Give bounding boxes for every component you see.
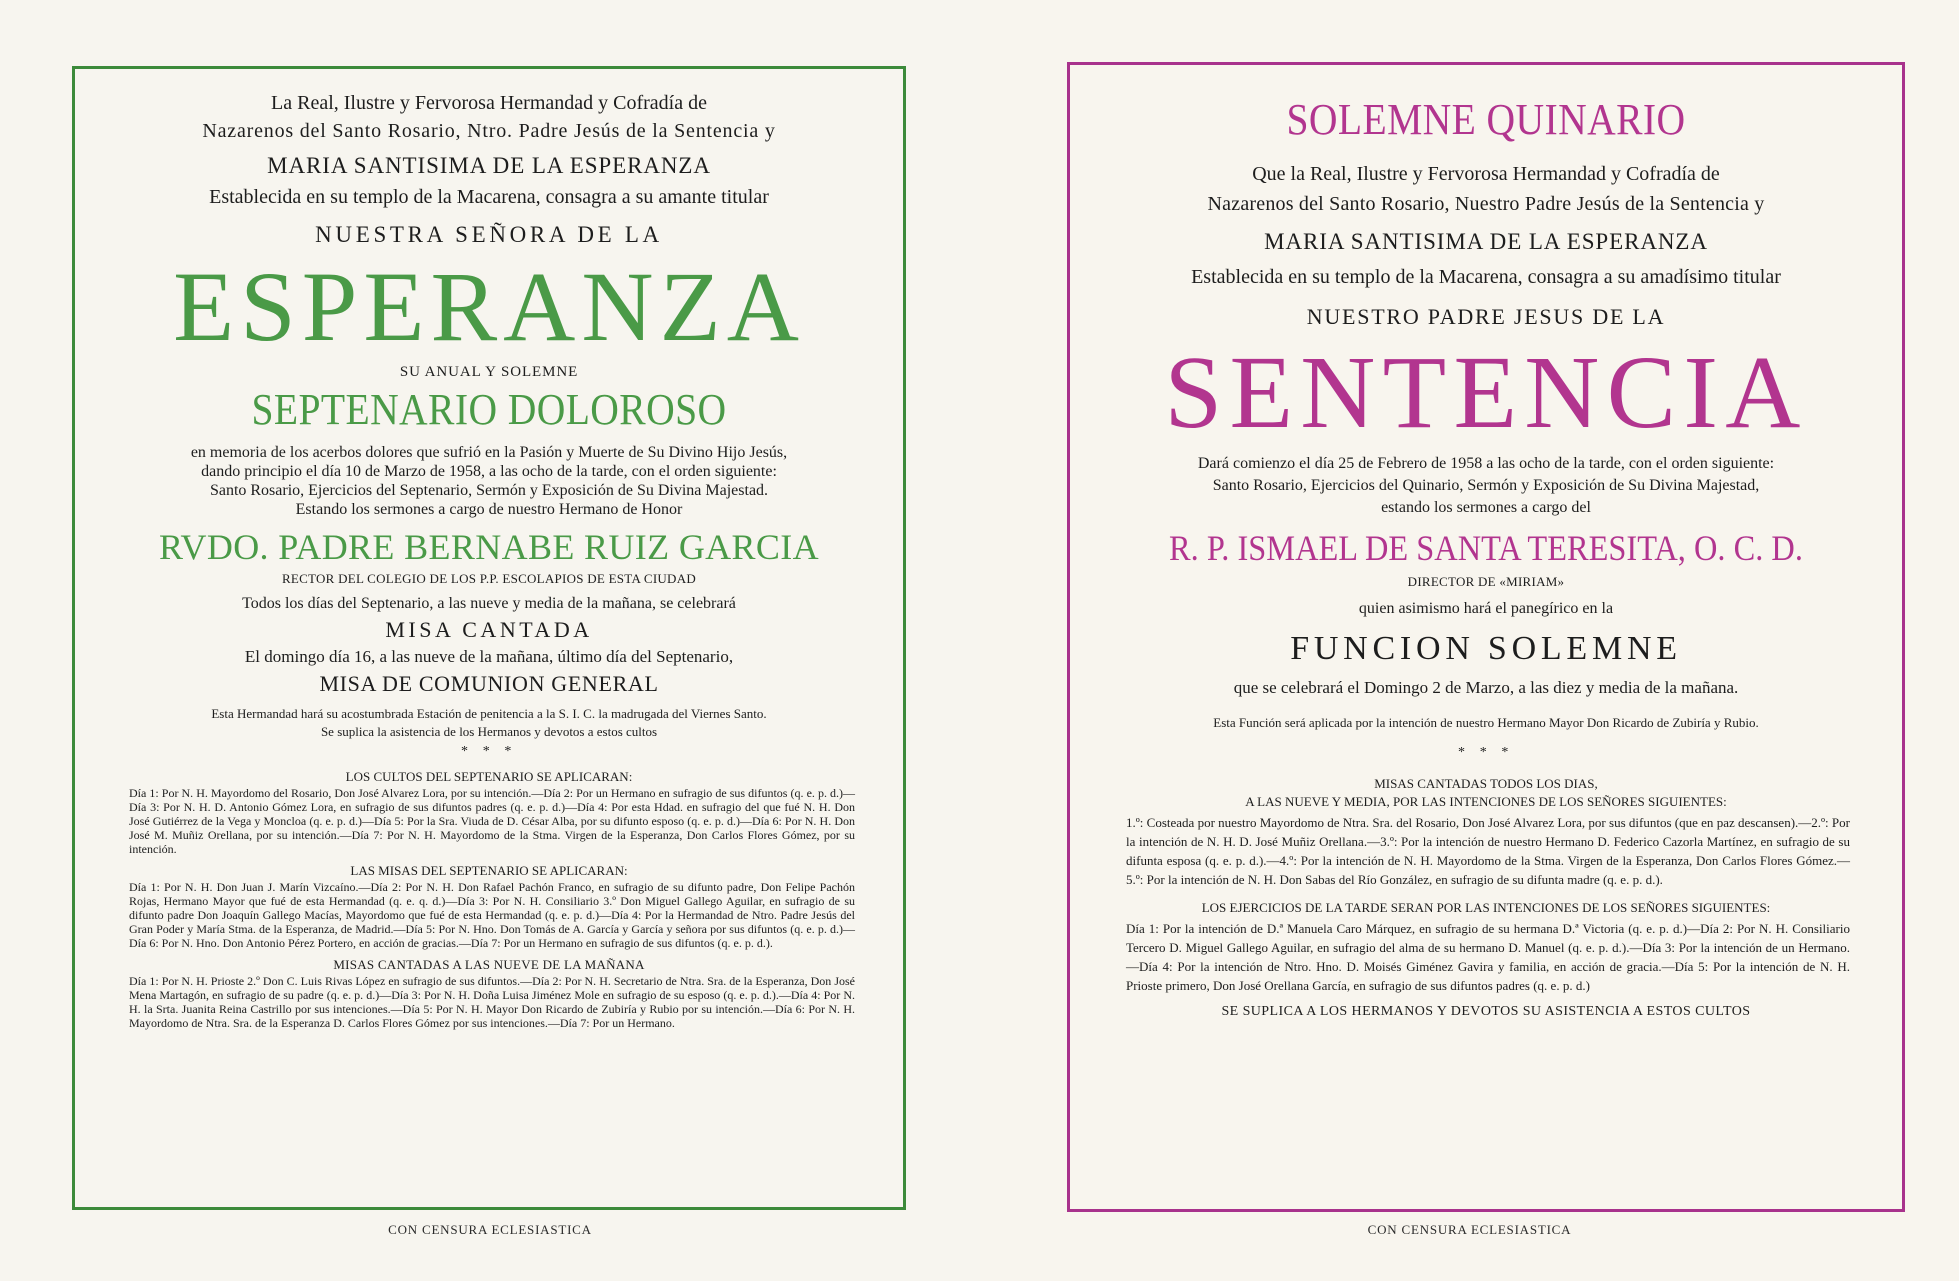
right-big-title: SENTENCIA — [1164, 335, 1808, 450]
right-dara-3: estando los sermones a cargo del — [1381, 499, 1591, 516]
right-border-frame — [1067, 62, 1905, 1212]
right-misas-heading-2: A LAS NUEVE Y MEDIA, POR LAS INTENCIONES DE LOS SEÑORES SIGUIENTES: — [1245, 794, 1727, 809]
left-memoria-1: en memoria de los acerbos dolores que sufrió en la Pasión y Muerte de Su Divino Hijo Jesús, — [190, 444, 788, 461]
left-comunion: MISA DE COMUNION GENERAL — [319, 671, 659, 696]
left-big-title: ESPERANZA — [173, 251, 805, 362]
left-nueve-body: Día 1: Por N. H. Prioste 2.º Don C. Luis Rivas López en sufragio de sus difuntos.—Día 2: Por N. H. Secretario de Ntra. Sra. de la Esperanza, Don José Mena Martagón, en sufragio de su padre (q. e. p. d.)—Día 3: Por N. H. Doña Luisa Jiménez Mole en sufragio de su esposo (q. e. p. d.).—Día 4: Por N. H. la Srta. Juanita Reina Castrillo por sus intenciones.—Día 5: Por N. H. Mayor Don Ricardo de Zubiría y Rubio por su intención.—Día 6: Por N. H. Mayordomo de Ntra. Sra. de la Esperanza D. Carlos Flores Gómez por sus intenciones.—Día 7: Por un Hermano. — [129, 974, 855, 1030]
right-ejercicios-heading: LOS EJERCICIOS DE LA TARDE SERAN POR LAS INTENCIONES DE LOS SEÑORES SIGUIENTES: — [1201, 900, 1771, 915]
right-aplicada: Esta Función será aplicada por la intención de nuestro Hermano Mayor Don Ricardo de Zubiría y Rubio. — [1213, 715, 1759, 730]
right-content — [1070, 91, 1902, 1023]
right-misas-body: 1.º: Costeada por nuestro Mayordomo de Ntra. Sra. del Rosario, Don José Alvarez Lora, por sus difuntos (que en paz descansen).—2.º: Por la intención de N. H. D. José Muñiz Orellana.—3.º: Por la intención de nuestro Hermano D. Federico Cazorla Martínez, en sufragio de su difunta esposa (q. e. p. d.).—4.º: Por la intención de N. H. Mayordomo de la Stma. Virgen de la Esperanza, Don Carlos Flores Gómez.—5.º: Por la intención de N. H. Don Sabas del Río González, en sufragio de su difunta madre (q. e. p. d.). — [1126, 815, 1850, 887]
left-suplica: Se suplica la asistencia de los Hermanos y devotos a estos cultos — [320, 724, 658, 739]
left-border-frame — [72, 66, 906, 1210]
left-memoria-3: Santo Rosario, Ejercicios del Septenario, Sermón y Exposición de Su Divina Majestad. — [209, 482, 769, 499]
left-septenario: SEPTENARIO DOLOROSO — [251, 385, 727, 434]
left-misas-heading: LAS MISAS DEL SEPTENARIO SE APLICARAN: — [350, 863, 628, 878]
left-cultos-body: Día 1: Por N. H. Mayordomo del Rosario, Don José Alvarez Lora, por su intención.—Día 2: Por un Hermano en sufragio de sus difuntos (q. e. p. d.)—Día 3: Por N. H. D. Antonio Gómez Lora, en sufragio de sus difuntos padres (q. e. p. d.)—Día 4: Por esta Hdad. en sufragio del que fué N. H. Don José Gutiérrez de la Vega y Moncloa (q. e. p. d.)—Día 5: Por la Sra. Viuda de D. César Alba, por su difunto esposo (q. e. p. d.)—Día 6: Por N. H. Don José M. Muñiz Orellana, por su intención.—Día 7: Por N. H. Mayordomo de la Stma. Virgen de la Esperanza, Don Carlos Flores Gómez, por su intención. — [129, 786, 855, 856]
left-domingo: El domingo día 16, a las nueve de la mañana, último día del Septenario, — [244, 647, 734, 666]
right-title: SOLEMNE QUINARIO — [1286, 95, 1686, 144]
left-content — [75, 89, 903, 1030]
right-page — [980, 0, 1959, 1281]
right-quien: quien asimismo hará el panegírico en la — [1358, 600, 1614, 617]
left-misa-cantada: MISA CANTADA — [385, 617, 593, 642]
right-ejercicios-body: Día 1: Por la intención de D.ª Manuela Caro Márquez, en sufragio de su hermana D.ª Victoria (q. e. p. d.)—Día 2: Por N. H. Consiliario Tercero D. Miguel Gallego Aguilar, en sufragio del alma de su hermano D. Manuel (q. e. p. d.).—Día 3: Por la intención de un Hermano.—Día 4: Por la intención de Ntro. Hno. D. Moisés Giménez Gavira y familia, en acción de gracia.—Día 5: Por la intención de N. H. Prioste primero, Don José Orellana García, en sufragio de sus difuntos padres (q. e. p. d.) — [1126, 921, 1850, 993]
left-rector: RECTOR DEL COLEGIO DE LOS P.P. ESCOLAPIOS DE ESTA CIUDAD — [281, 571, 697, 586]
right-nuestro: NUESTRO PADRE JESUS DE LA — [1306, 304, 1666, 329]
left-footer: CON CENSURA ECLESIASTICA — [388, 1222, 592, 1237]
right-preacher: R. P. ISMAEL DE SANTA TERESITA, O. C. D. — [1169, 528, 1803, 568]
right-established: Establecida en su templo de la Macarena, consagra a su amadísimo titular — [1191, 266, 1781, 288]
left-intro-2: Nazarenos del Santo Rosario, Ntro. Padre Jesús de la Sentencia y — [202, 120, 776, 142]
left-anual: SU ANUAL Y SOLEMNE — [399, 364, 579, 380]
left-memoria-4: Estando los sermones a cargo de nuestro Hermano de Honor — [295, 501, 683, 518]
right-maria: MARIA SANTISIMA DE LA ESPERANZA — [1264, 229, 1708, 254]
right-dara-2: Santo Rosario, Ejercicios del Quinario, Sermón y Exposición de Su Divina Majestad, — [1212, 477, 1760, 494]
right-suplica: SE SUPLICA A LOS HERMANOS Y DEVOTOS SU ASISTENCIA A ESTOS CULTOS — [1221, 1004, 1751, 1019]
left-estacion: Esta Hermandad hará su acostumbrada Estación de penitencia a la S. I. C. la madrugada del Viernes Santo. — [211, 706, 767, 721]
left-preacher: RVDO. PADRE BERNABE RUIZ GARCIA — [158, 527, 819, 567]
left-cultos-heading: LOS CULTOS DEL SEPTENARIO SE APLICARAN: — [345, 769, 633, 784]
right-footer: CON CENSURA ECLESIASTICA — [1367, 1222, 1572, 1237]
left-maria: MARIA SANTISIMA DE LA ESPERANZA — [267, 153, 711, 178]
right-misas-heading-1: MISAS CANTADAS TODOS LOS DIAS, — [1374, 776, 1598, 791]
right-intro-2: Nazarenos del Santo Rosario, Nuestro Padre Jesús de la Sentencia y — [1207, 193, 1765, 215]
right-funcion: FUNCION SOLEMNE — [1290, 630, 1682, 667]
right-intro-1: Que la Real, Ilustre y Fervorosa Hermandad y Cofradía de — [1252, 163, 1720, 185]
right-dara-1: Dará comienzo el día 25 de Febrero de 1958 a las ocho de la tarde, con el orden siguiente: — [1197, 455, 1775, 472]
left-nueve-heading: MISAS CANTADAS A LAS NUEVE DE LA MAÑANA — [333, 957, 645, 972]
left-todos: Todos los días del Septenario, a las nueve y media de la mañana, se celebrará — [242, 595, 736, 612]
left-nuestra: NUESTRA SEÑORA DE LA — [315, 222, 663, 247]
right-stars: * * * — [1458, 745, 1514, 760]
right-celebrara: que se celebrará el Domingo 2 de Marzo, a las diez y media de la mañana. — [1233, 678, 1739, 697]
left-established: Establecida en su templo de la Macarena, consagra a su amante titular — [209, 186, 769, 208]
left-memoria-2: dando principio el día 10 de Marzo de 1958, a las ocho de la tarde, con el orden siguiente: — [201, 463, 777, 480]
left-intro-1: La Real, Ilustre y Fervorosa Hermandad y Cofradía de — [271, 92, 707, 114]
right-director: DIRECTOR DE «MIRIAM» — [1407, 574, 1565, 589]
left-misas-body: Día 1: Por N. H. Don Juan J. Marín Vizcaíno.—Día 2: Por N. H. Don Rafael Pachón Franco, en sufragio de su difunto padre, Don Felipe Pachón Rojas, Hermano Mayor que fué de esta Hermandad (q. e. q. d.)—Día 3: Por N. H. Consiliario 3.º Don Miguel Gallego Aguilar, en sufragio de su difunto padre Don Joaquín Gallego Macías, Mayordomo que fué de esta Hermandad (q. e. p. d.)—Día 4: Por la Hermandad de Ntro. Padre Jesús del Gran Poder y María Stma. de la Esperanza, de Madrid.—Día 5: Por N. Hno. Don Tomás de A. García y García y señora por sus difuntos (q. e. p. d.)—Día 6: Por N. Hno. Don Antonio Pérez Portero, en acción de gracias.—Día 7: Por un Hermano en sufragio de sus difuntos (q. e. p. d.). — [129, 880, 855, 950]
left-stars: * * * — [461, 744, 517, 759]
